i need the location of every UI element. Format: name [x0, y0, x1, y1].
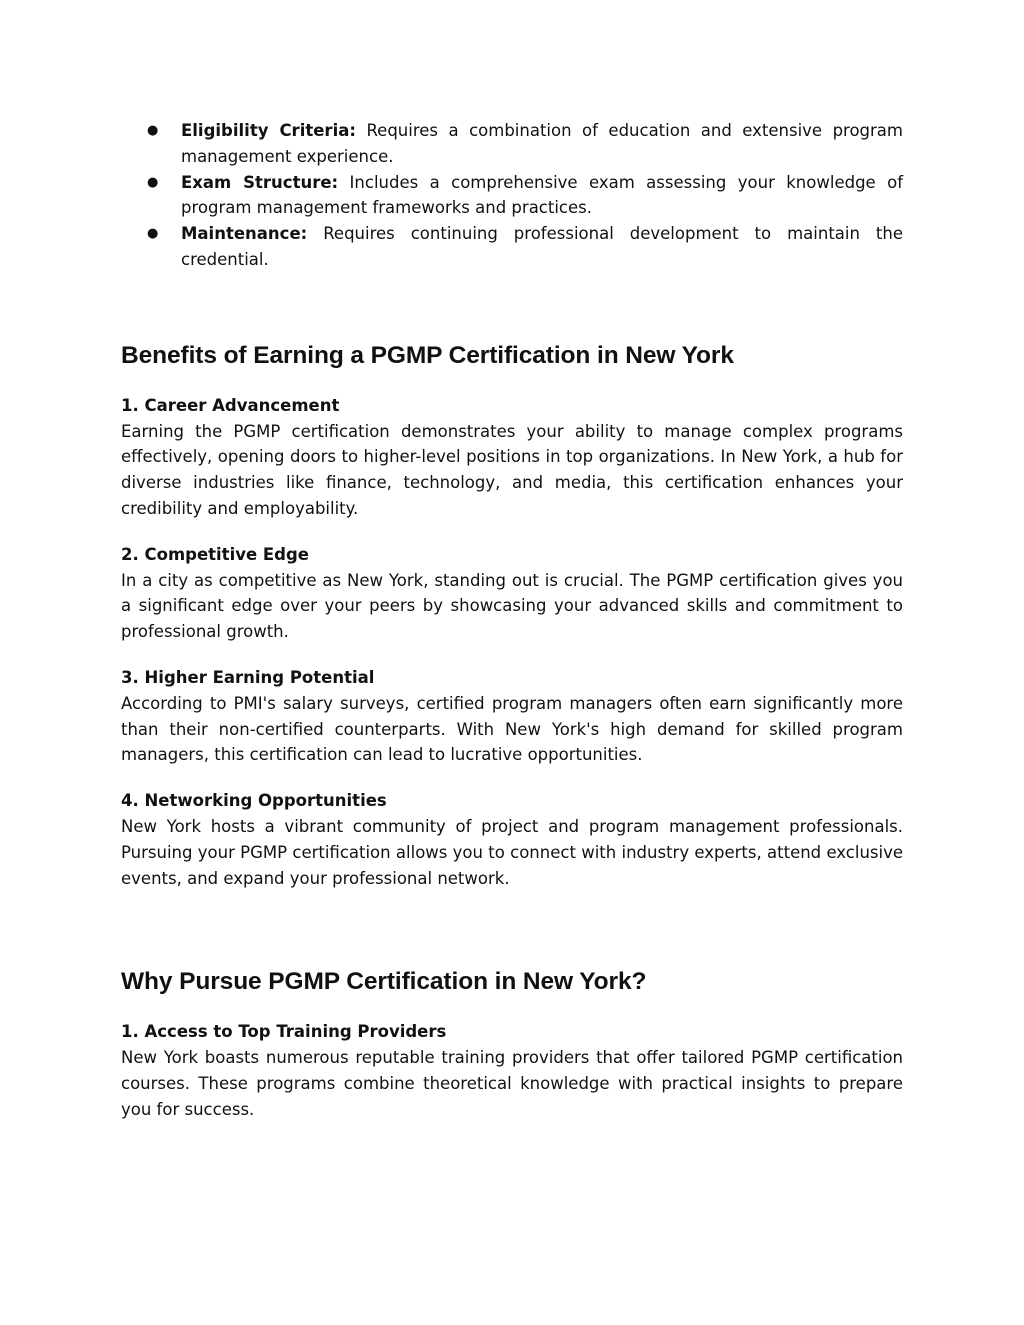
criteria-list — [121, 118, 903, 273]
item-title: 4. Networking Opportunities — [121, 791, 387, 811]
list-item — [121, 221, 903, 273]
item-title: 2. Competitive Edge — [121, 544, 309, 564]
section-item — [121, 1019, 903, 1122]
item-title: 1. Career Advancement — [121, 395, 340, 415]
item-paragraph: In a city as competitive as New York, standing out is crucial. The PGMP certification gives you a significant edge over your peers by showcasing your advanced skills and commitment to professional growth. — [121, 570, 903, 642]
item-paragraph: New York boasts numerous reputable training providers that offer tailored PGMP certification courses. These programs combine theoretical knowledge with practical insights to prepare you for success. — [121, 1048, 903, 1119]
benefits-heading: Benefits of Earning a PGMP Certification in New York — [121, 341, 734, 369]
list-item-text: Requires continuing professional development to maintain the credential. — [181, 224, 903, 269]
list-item-text: Requires a combination of education and extensive program management experience. — [181, 121, 903, 166]
bullet-icon: ● — [147, 123, 159, 138]
bullet-icon: ● — [147, 174, 159, 190]
item-title: 1. Access to Top Training Providers — [121, 1022, 447, 1042]
section-item — [121, 788, 903, 891]
section-item — [121, 393, 903, 522]
item-title: 3. Higher Earning Potential — [121, 667, 375, 687]
list-item-label: Exam Structure: — [181, 172, 339, 192]
list-item-label: Maintenance: — [181, 224, 308, 244]
item-paragraph: New York hosts a vibrant community of project and program management professionals. Pursuing your PGMP certification allows you to connect with industry experts, attend exclusive events, and expand your professional network. — [121, 816, 903, 888]
item-paragraph: According to PMI's salary surveys, certified program managers often earn significantly more than their non-certified counterparts. With New York's high demand for skilled program managers, this certification can lead to lucrative opportunities. — [121, 693, 903, 765]
list-item — [121, 118, 903, 170]
list-item-label: Eligibility Criteria: — [181, 121, 356, 140]
document-page — [121, 118, 903, 1123]
section-item — [121, 665, 903, 768]
item-paragraph: Earning the PGMP certification demonstrates your ability to manage complex programs effectively, opening doors to higher-level positions in top organizations. In New York, a hub for diverse industries like finance, technology, and media, this certification enhances your credibility and employability. — [121, 421, 903, 518]
section-item — [121, 542, 903, 645]
bullet-icon: ● — [147, 226, 159, 242]
list-item-text: Includes a comprehensive exam assessing your knowledge of program management frameworks and practices. — [181, 172, 903, 218]
list-item — [121, 170, 903, 222]
why-heading: Why Pursue PGMP Certification in New York? — [121, 968, 647, 996]
